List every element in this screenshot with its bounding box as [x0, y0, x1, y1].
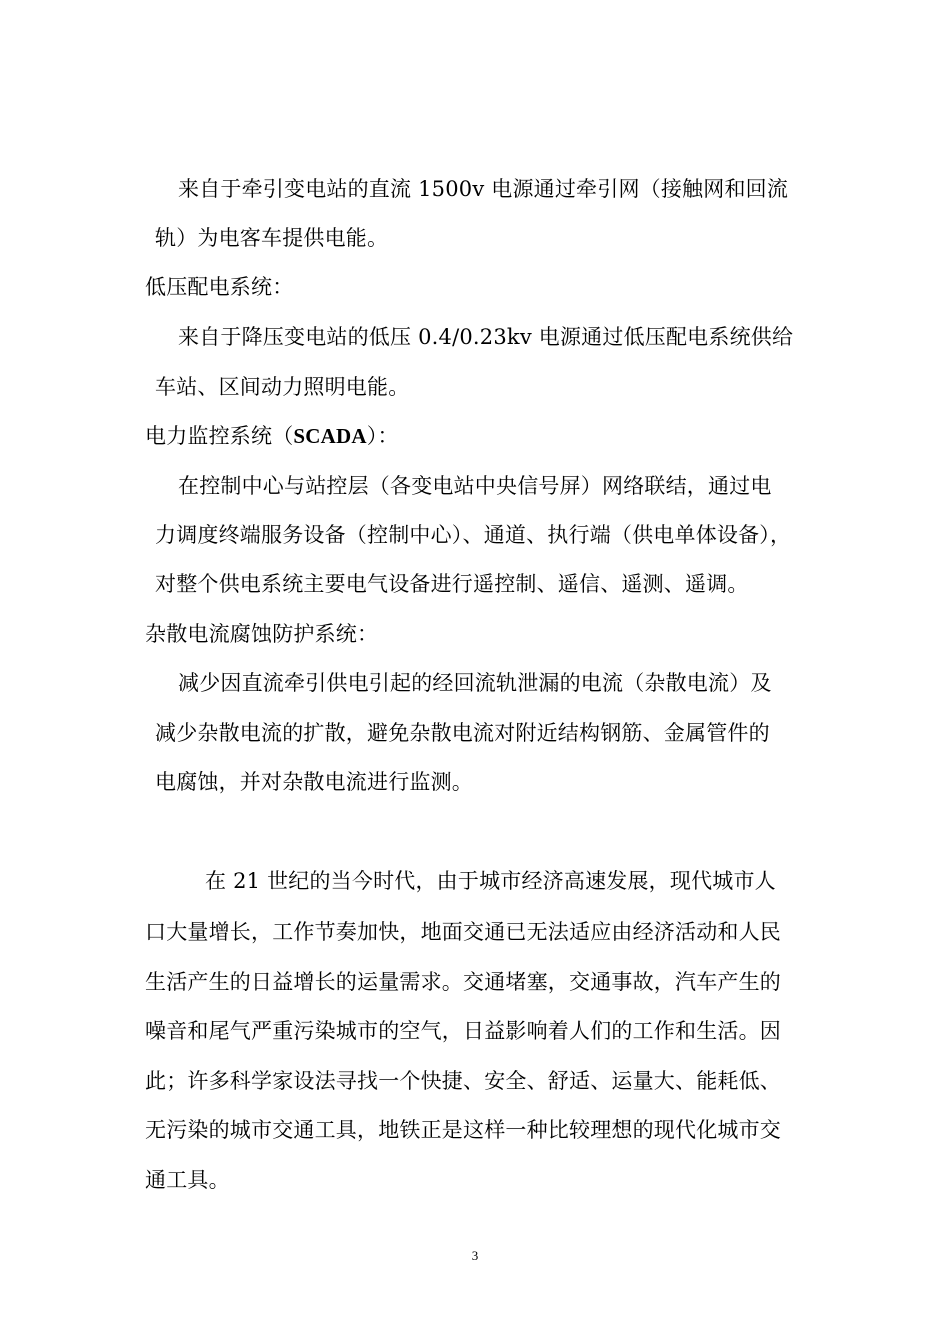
section-heading — [145, 421, 399, 451]
paragraph-line: 噪音和尾气严重污染城市的空气，日益影响着人们的工作和生活。因 — [145, 1019, 781, 1043]
text-line: 力调度终端服务设备（控制中心）、通道、执行端（供电单体设备）， — [155, 523, 792, 547]
heading-acronym: SCADA — [293, 424, 367, 448]
paragraph-line: 在 21 世纪的当今时代，由于城市经济高速发展，现代城市人 — [205, 869, 776, 893]
text-line: 来自于降压变电站的低压 0.4/0.23kv 电源通过低压配电系统供给 — [178, 325, 794, 349]
text-line: 减少因直流牵引供电引起的经回流轨泄漏的电流（杂散电流）及 — [178, 671, 772, 695]
text-line: 对整个供电系统主要电气设备进行遥控制、遥信、遥测、遥调。 — [155, 572, 749, 596]
heading-suffix: ）： — [366, 424, 399, 448]
page-number: 3 — [471, 1248, 479, 1263]
paragraph-line: 生活产生的日益增长的运量需求。交通堵塞，交通事故，汽车产生的 — [145, 970, 781, 994]
section-heading: 杂散电流腐蚀防护系统： — [145, 622, 379, 646]
text-line: 在控制中心与站控层（各变电站中央信号屏）网络联结，通过电 — [178, 474, 772, 498]
paragraph-line: 此；许多科学家设法寻找一个快捷、安全、舒适、运量大、能耗低、 — [145, 1069, 781, 1093]
text-line: 来自于牵引变电站的直流 1500v 电源通过牵引网（接触网和回流 — [178, 177, 789, 201]
text-line: 减少杂散电流的扩散，避免杂散电流对附近结构钢筋、金属管件的 — [155, 721, 770, 745]
paragraph-line: 口大量增长，工作节奏加快，地面交通已无法适应由经济活动和人民 — [145, 920, 781, 944]
paragraph-line: 通工具。 — [145, 1168, 230, 1192]
text-line: 轨）为电客车提供电能。 — [155, 226, 389, 250]
section-heading: 低压配电系统： — [145, 275, 294, 299]
heading-prefix: 电力监控系统（ — [145, 424, 294, 448]
paragraph-line: 无污染的城市交通工具，地铁正是这样一种比较理想的现代化城市交 — [145, 1118, 781, 1142]
text-line: 车站、区间动力照明电能。 — [155, 375, 410, 399]
text-line: 电腐蚀，并对杂散电流进行监测。 — [155, 770, 473, 794]
